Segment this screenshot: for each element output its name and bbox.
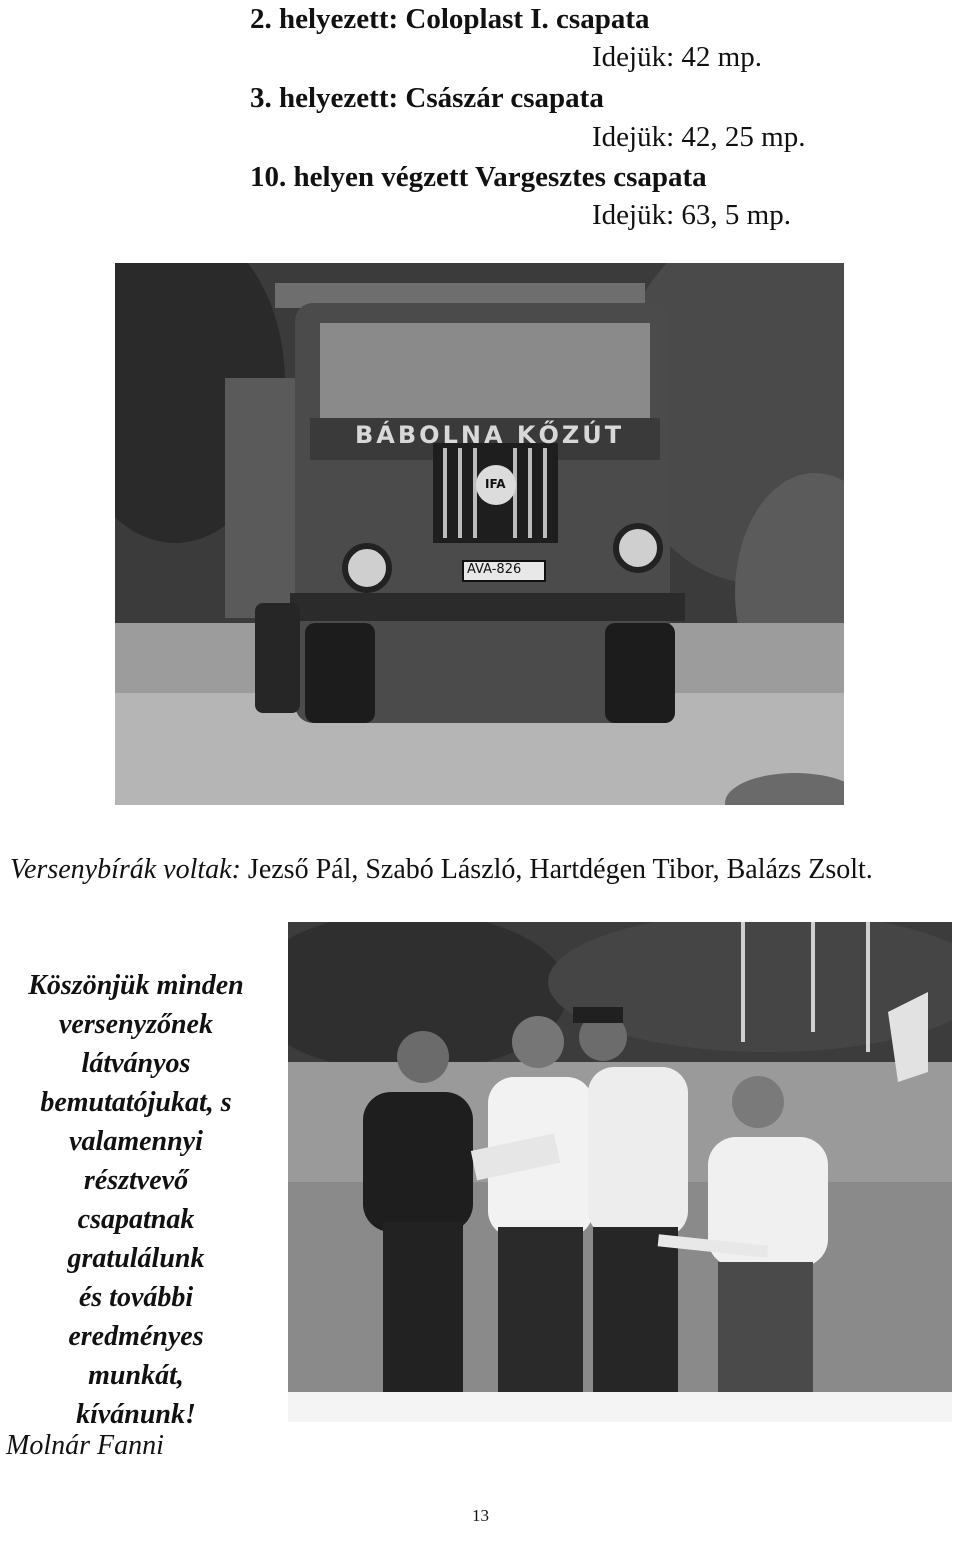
result-place-1: 2. helyezett: Coloplast I. csapata (250, 3, 650, 35)
result-time-2: Idejük: 42, 25 mp. (592, 121, 806, 153)
thanks-line: valamennyi (69, 1126, 203, 1157)
truck-cab-sign: BÁBOLNA KŐZÚT (355, 421, 625, 449)
thanks-line: és további (78, 1282, 194, 1313)
thanks-line: eredményes (68, 1321, 204, 1352)
thanks-line: kívánunk! (76, 1399, 196, 1430)
thanks-line: versenyzőnek (59, 1009, 213, 1040)
group-photo-illustration (288, 922, 952, 1422)
result-place-2: 3. helyezett: Császár csapata (250, 82, 604, 114)
judges-paragraph (10, 850, 880, 890)
fire-truck-illustration (115, 263, 844, 805)
result-place-3: 10. helyen végzett Vargesztes csapata (250, 161, 707, 193)
thanks-line: gratulálunk (67, 1243, 205, 1274)
thanks-line: csapatnak (77, 1204, 195, 1235)
truck-license-plate: AVA-826 (467, 562, 522, 577)
result-time-1: Idejük: 42 mp. (592, 41, 762, 73)
judges-lead: Versenybírák voltak: (10, 854, 241, 885)
truck-grille-badge: IFA (485, 477, 506, 491)
thanks-line: munkát, (88, 1360, 184, 1391)
thanks-line: bemutatójukat, s (40, 1087, 232, 1118)
fire-truck-photo (115, 263, 844, 805)
thanks-line: látványos (81, 1048, 191, 1079)
judges-group-photo (288, 922, 952, 1422)
thanks-line: résztvevő (83, 1165, 189, 1196)
result-time-3: Idejük: 63, 5 mp. (592, 199, 791, 231)
thanks-message (0, 966, 272, 1434)
judges-names: Jezső Pál, Szabó László, Hartdégen Tibor, Balázs Zsolt. (247, 854, 873, 885)
thanks-line: Köszönjük minden (28, 970, 244, 1001)
page-number: 13 (472, 1506, 489, 1525)
author-signature: Molnár Fanni (6, 1430, 164, 1461)
